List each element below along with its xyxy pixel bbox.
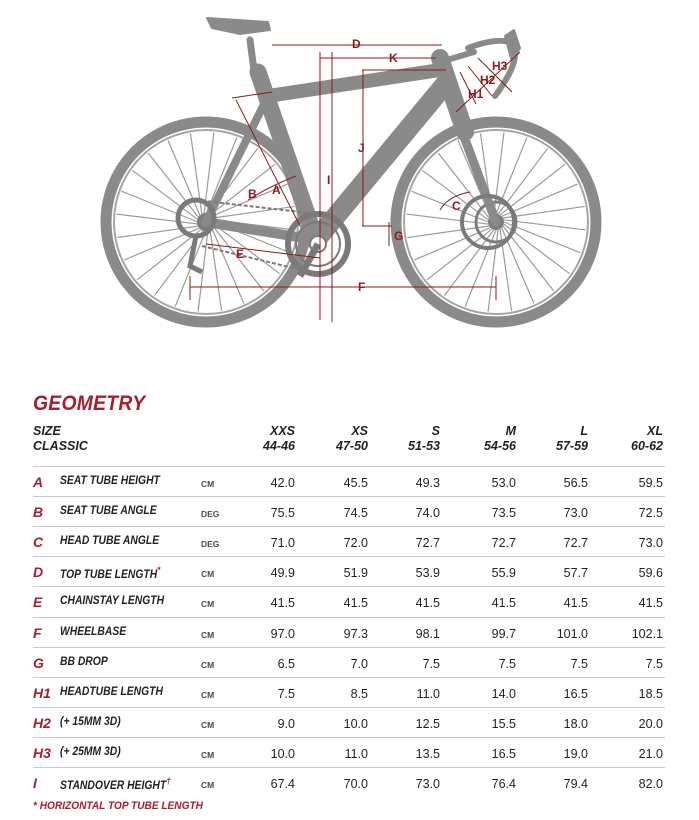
- row-value-cell: 74.5: [343, 506, 368, 521]
- row-value-cell: 13.5: [415, 746, 440, 761]
- row-label: [60, 475, 160, 487]
- size-range: 54-56: [484, 438, 516, 453]
- row-label: [60, 776, 171, 792]
- wheel-spoke: [212, 228, 244, 304]
- col-header-l: [528, 424, 588, 453]
- dim-label-c: C: [452, 199, 461, 213]
- size-classic-header: [33, 424, 88, 453]
- row-value-cell: 12.5: [415, 716, 440, 731]
- row-letter: A: [33, 474, 44, 490]
- row-value-cell: 76.4: [491, 777, 516, 791]
- table-row: [33, 677, 665, 708]
- row-label-text: HEAD TUBE ANGLE: [60, 535, 160, 548]
- footnote: * HORIZONTAL TOP TUBE LENGTH: [33, 800, 203, 812]
- row-value-cell: 41.5: [491, 596, 516, 611]
- table-row: [33, 737, 665, 768]
- row-value-cell: 53.9: [415, 566, 440, 581]
- size-range: 44-46: [263, 438, 295, 453]
- wheel-spoke: [210, 229, 222, 311]
- row-unit: CM: [201, 689, 215, 700]
- row-label-text: BB DROP: [60, 655, 108, 668]
- row-value-cell: 42.0: [270, 476, 295, 490]
- dim-label-i: I: [327, 173, 331, 187]
- row-value-cell: 72.5: [638, 506, 663, 521]
- row-value-cell: 10.0: [343, 716, 368, 731]
- row-unit: CM: [201, 719, 215, 730]
- dim-label-h1: H1: [468, 87, 484, 101]
- row-unit: CM: [201, 659, 215, 670]
- row-value-cell: 51.9: [343, 566, 368, 581]
- row-label-text: SEAT TUBE HEIGHT: [60, 475, 160, 487]
- size-range: 60-62: [631, 438, 663, 453]
- row-value-cell: 79.4: [563, 777, 588, 791]
- row-value-cell: 18.0: [563, 716, 588, 731]
- row-value-cell: 7.5: [422, 656, 440, 671]
- row-value-cell: 21.0: [638, 746, 663, 761]
- row-value-cell: 53.0: [491, 476, 516, 490]
- row-letter: G: [33, 654, 44, 671]
- row-value-cell: 98.1: [415, 626, 440, 641]
- row-footnote-mark: †: [166, 776, 171, 786]
- row-letter: H1: [33, 684, 51, 701]
- row-letter: B: [33, 504, 44, 521]
- table-row: [33, 707, 665, 738]
- row-value-cell: 75.5: [270, 506, 295, 521]
- row-value-cell: 102.1: [631, 626, 663, 641]
- row-value-cell: 7.5: [277, 686, 295, 701]
- row-value-cell: 18.5: [638, 686, 663, 701]
- row-value-cell: 49.3: [415, 476, 440, 490]
- row-value-cell: 73.0: [563, 506, 588, 521]
- row-value-cell: 6.5: [277, 656, 295, 671]
- table-row: [33, 526, 665, 557]
- classic-label: CLASSIC: [33, 438, 88, 453]
- table-row: [33, 556, 665, 587]
- row-value-cell: 41.5: [270, 596, 295, 611]
- row-value-cell: 99.7: [491, 626, 516, 641]
- size-name: XL: [647, 424, 663, 438]
- bike-geometry-diagram: [0, 0, 699, 345]
- row-value-cell: 73.0: [638, 536, 663, 551]
- row-value-cell: 59.6: [638, 566, 663, 581]
- row-value-cell: 8.5: [350, 686, 368, 701]
- row-value-cell: 49.9: [270, 566, 295, 581]
- table-row: [33, 586, 665, 617]
- row-letter: D: [33, 564, 44, 581]
- row-value-cell: 71.0: [270, 536, 295, 551]
- row-value-cell: 14.0: [491, 686, 516, 701]
- dim-label-f: F: [358, 280, 366, 294]
- table-row: [33, 466, 665, 497]
- row-value-cell: 72.7: [563, 536, 588, 551]
- row-label-text: (+ 15MM 3D): [60, 715, 121, 728]
- row-value-cell: 56.5: [563, 476, 588, 490]
- row-label-text: (+ 25MM 3D): [60, 745, 121, 758]
- row-value-cell: 55.9: [491, 566, 516, 581]
- wheel-spoke: [121, 191, 198, 222]
- col-header-m: [456, 424, 516, 453]
- geometry-title: GEOMETRY: [33, 392, 146, 415]
- row-value-cell: 73.5: [491, 506, 516, 521]
- row-value-cell: 101.0: [556, 626, 588, 641]
- size-label: SIZE: [33, 424, 61, 438]
- row-label: [60, 686, 163, 698]
- row-value-cell: 11.0: [344, 746, 368, 761]
- row-unit: CM: [201, 749, 215, 760]
- row-unit: CM: [201, 629, 215, 640]
- row-letter: H2: [33, 714, 51, 731]
- row-value-cell: 97.0: [270, 626, 295, 641]
- row-letter: H3: [33, 744, 51, 761]
- row-value-cell: 16.5: [491, 746, 516, 761]
- dim-label-h2: H2: [480, 73, 496, 87]
- row-value-cell: 41.5: [415, 596, 440, 611]
- row-unit: CM: [201, 569, 215, 580]
- row-label: [60, 595, 164, 607]
- row-unit: CM: [201, 479, 215, 489]
- row-label: [60, 626, 126, 638]
- row-value-cell: 41.5: [343, 596, 368, 611]
- size-name: L: [580, 424, 588, 438]
- row-value-cell: 41.5: [563, 596, 588, 611]
- wheel-spoke: [148, 153, 199, 218]
- size-range: 57-59: [556, 438, 588, 453]
- dim-label-a: A: [272, 183, 281, 197]
- row-letter: I: [33, 775, 37, 791]
- dim-label-j: J: [358, 141, 365, 155]
- row-value-cell: 19.0: [563, 746, 588, 761]
- row-label-text: STANDOVER HEIGHT: [60, 779, 167, 792]
- row-value-cell: 41.5: [638, 596, 663, 611]
- row-value-cell: 57.7: [563, 566, 588, 581]
- row-value-cell: 20.0: [638, 716, 663, 731]
- wheel-spoke: [213, 206, 295, 218]
- wheel-spoke: [132, 170, 198, 220]
- row-label-text: CHAINSTAY LENGTH: [60, 595, 165, 608]
- row-label-text: SEAT TUBE ANGLE: [60, 505, 157, 518]
- row-value-cell: 10.0: [270, 746, 295, 761]
- wheel-spoke: [116, 214, 198, 224]
- row-letter: E: [33, 594, 43, 611]
- size-name: M: [505, 424, 516, 438]
- row-value-cell: 59.5: [638, 476, 663, 490]
- col-header-s: [380, 424, 440, 453]
- row-value-cell: 67.4: [270, 777, 295, 791]
- table-row: [33, 496, 665, 527]
- row-value-cell: 73.0: [415, 777, 440, 791]
- row-value-cell: 16.5: [563, 686, 588, 701]
- row-label: [60, 565, 160, 581]
- col-header-xxs: [235, 424, 295, 453]
- row-footnote-mark: *: [157, 565, 161, 576]
- row-label-text: WHEELBASE: [60, 625, 127, 638]
- row-value-cell: 15.5: [491, 716, 516, 731]
- row-label: [60, 656, 108, 668]
- row-label: [60, 535, 159, 547]
- row-value-cell: 7.5: [645, 656, 663, 671]
- row-unit: DEG: [201, 539, 220, 550]
- row-value-cell: 72.0: [343, 536, 368, 551]
- size-name: XS: [351, 424, 368, 438]
- dim-label-b: B: [248, 187, 257, 201]
- table-row: [33, 647, 665, 678]
- row-value-cell: 72.7: [491, 536, 516, 551]
- dim-label-k: K: [389, 51, 398, 65]
- dim-label-g: G: [394, 229, 404, 243]
- row-unit: DEG: [201, 509, 220, 520]
- row-letter: F: [33, 624, 42, 641]
- col-header-xl: [603, 424, 663, 453]
- row-value-cell: 45.5: [343, 476, 368, 490]
- dim-label-d: D: [352, 37, 361, 51]
- row-value-cell: 11.0: [416, 686, 440, 701]
- row-label: [60, 716, 121, 728]
- row-value-cell: 82.0: [638, 777, 663, 791]
- row-unit: CM: [201, 780, 215, 790]
- row-value-cell: 70.0: [343, 777, 368, 791]
- row-value-cell: 74.0: [415, 506, 440, 521]
- row-value-cell: 7.5: [570, 656, 588, 671]
- size-range: 47-50: [336, 438, 368, 453]
- col-header-xs: [308, 424, 368, 453]
- size-name: S: [431, 424, 440, 438]
- size-name: XXS: [269, 424, 295, 438]
- row-unit: CM: [201, 599, 215, 610]
- row-label-text: TOP TUBE LENGTH: [60, 569, 158, 582]
- row-value-cell: 72.7: [415, 536, 440, 551]
- row-value-cell: 7.0: [350, 656, 368, 671]
- row-value-cell: 97.3: [343, 626, 368, 641]
- row-letter: C: [33, 534, 44, 551]
- dim-label-e: E: [236, 247, 245, 261]
- dim-label-h3: H3: [492, 59, 508, 73]
- row-value-cell: 9.0: [277, 716, 295, 731]
- size-range: 51-53: [408, 438, 440, 453]
- row-label: [60, 746, 121, 758]
- table-row: [33, 617, 665, 648]
- row-label: [60, 505, 157, 517]
- row-value-cell: 7.5: [498, 656, 516, 671]
- row-label-text: HEADTUBE LENGTH: [60, 685, 163, 698]
- table-row: [33, 767, 665, 798]
